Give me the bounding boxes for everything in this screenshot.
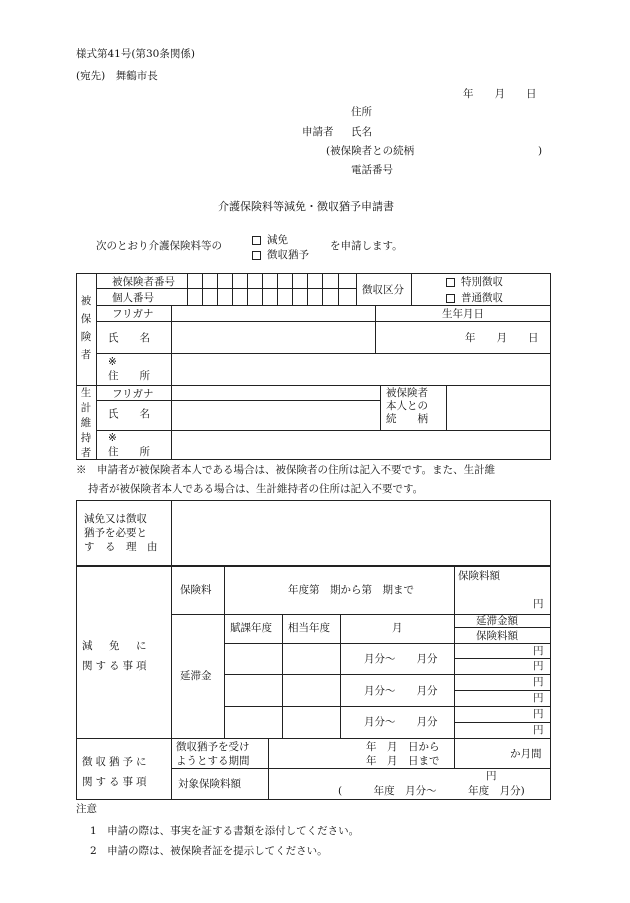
request-suffix: を申請します。 [330,240,403,252]
month-range-3: 月分～ 月分 [364,716,438,728]
relation-close: ) [538,145,543,157]
star-note-line2: 持者が被保険者本人である場合は、生計維持者の住所は記入不要です。 [88,483,424,495]
deferral-period-label: 徴収猶予を受け ようとする期間 [176,741,250,767]
date-line: 年 月 日 [463,88,537,100]
supporter-mark: ※ [108,432,117,444]
insured-address-label: 住 所 [108,370,150,382]
deferral-label: 徴収猶予に 関する事項 [82,756,150,788]
checkbox[interactable] [446,294,455,303]
applicant-label: 申請者 [302,126,334,138]
form-title: 介護保険料等減免・徴収猶予申請書 [218,200,394,213]
insured-side-label: 被 保 険 者 [80,295,92,361]
target-range: ( 年度 月分～ 年度 月分) [338,785,525,797]
insured-furigana-label: フリガナ [112,308,154,320]
month-label: 月 [392,622,403,634]
personal-number-label: 個人番号 [112,292,154,304]
supporter-side-label: 生 計 維 持 者 [80,387,92,459]
exemption-label: 減 免 に 関する事項 [82,640,150,672]
checkbox[interactable] [446,278,455,287]
checkbox[interactable] [252,251,261,260]
month-range-2: 月分～ 月分 [364,685,438,697]
checkbox[interactable] [252,236,261,245]
premium-amount-label: 保険料額 [458,570,500,582]
yen-3b: 円 [533,724,544,736]
supporter-relation-label: 被保険者 本人との 続 柄 [386,387,428,425]
premium-amount-label-2: 保険料額 [476,630,518,642]
insured-name-label: 氏 名 [108,332,150,344]
applicable-year-label: 相当年度 [288,622,330,634]
late-amount-label: 延滞金額 [476,615,518,627]
yen-3a: 円 [533,708,544,720]
premium-period: 年度第 期から第 期まで [288,584,414,596]
address-label: 住所 [351,106,372,118]
relation-open: (被保険者との続柄 [326,145,415,157]
yen-1b: 円 [533,660,544,672]
note-item-1: 1 申請の際は、事実を証する書類を添付してください。 [90,825,360,837]
target-yen: 円 [486,770,497,782]
collection-ordinary[interactable]: 普通徴収 [446,292,503,305]
addressee: (宛先) 舞鶴市長 [76,70,158,82]
deferral-months: か月間 [510,748,542,760]
note-item-2: 2 申請の際は、被保険者証を提示してください。 [90,845,328,857]
insured-number-label: 被保険者番号 [112,276,175,288]
supporter-name-label: 氏 名 [108,408,150,420]
collection-label: 徴収区分 [362,284,404,296]
yen-1a: 円 [533,645,544,657]
insured-mark: ※ [108,356,117,368]
notes-heading: 注意 [76,803,97,815]
premium-yen: 円 [533,598,544,610]
form-number: 様式第41号(第30条関係) [76,48,195,60]
yen-2b: 円 [533,692,544,704]
premium-label: 保険料 [180,584,212,596]
late-fee-label: 延滞金 [180,670,212,682]
dob-blank: 年 月 日 [465,332,539,344]
deferral-from: 年 月 日から [366,741,440,753]
collection-special[interactable]: 特別徴収 [446,276,503,289]
assess-year-label: 賦課年度 [230,622,272,634]
dob-label: 生年月日 [442,308,484,320]
supporter-furigana-label: フリガナ [112,388,154,400]
phone-label: 電話番号 [351,164,393,176]
yen-2a: 円 [533,676,544,688]
name-label: 氏名 [351,126,372,138]
target-amount-label: 対象保険料額 [178,778,241,790]
star-note-line1: ※ 申請者が被保険者本人である場合は、被保険者の住所は記入不要です。また、生計維 [76,464,496,476]
supporter-address-label: 住 所 [108,446,150,458]
month-range-1: 月分～ 月分 [364,653,438,665]
option-deferral[interactable]: 徴収猶予 [252,249,309,262]
reason-label: 減免又は徴収 猶予を必要と す る 理 由 [84,513,158,553]
request-prefix: 次のとおり介護保険料等の [96,240,222,252]
option-exemption[interactable]: 減免 [252,234,288,247]
deferral-to: 年 月 日まで [366,755,440,767]
